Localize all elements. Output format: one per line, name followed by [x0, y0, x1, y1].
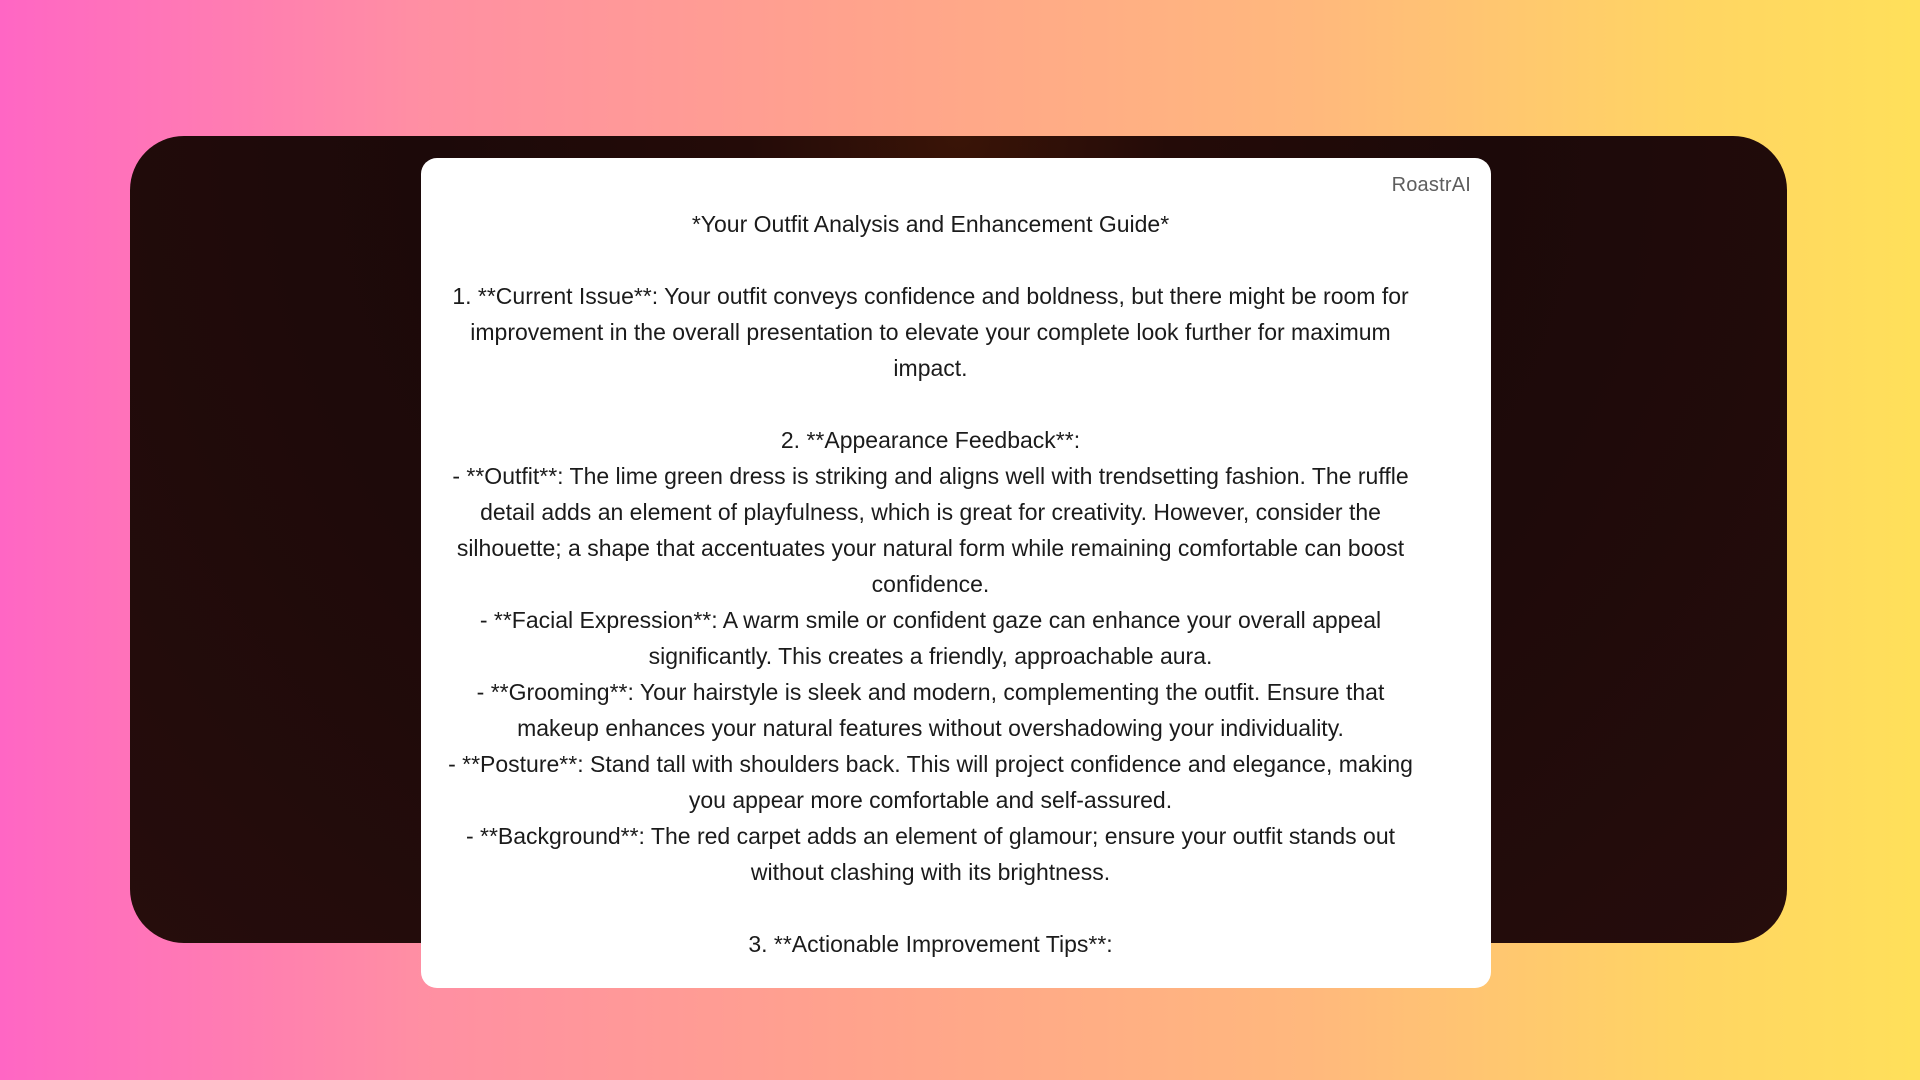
current-issue-paragraph: 1. **Current Issue**: Your outfit conveys confidence and boldness, but there might be room for improvement in the overall presentation to elevate your complete look further for maximum impact. [452, 283, 1416, 381]
feedback-grooming: - **Grooming**: Your hairstyle is sleek and modern, complementing the outfit. Ensure that makeup enhances your natural features without overshadowing your individuality. [476, 679, 1391, 741]
analysis-text [439, 206, 1422, 962]
spacer [439, 386, 1422, 422]
device-frame [130, 136, 1787, 957]
guide-title: *Your Outfit Analysis and Enhancement Guide* [691, 211, 1170, 237]
appearance-feedback-heading: 2. **Appearance Feedback**: [780, 427, 1081, 453]
brand-label: RoastrAI [1391, 174, 1471, 196]
spacer [439, 242, 1422, 278]
feedback-posture: - **Posture**: Stand tall with shoulders back. This will project confidence and elegance, making you appear more comfortable and self-assured. [448, 751, 1420, 813]
analysis-card[interactable] [421, 158, 1491, 988]
feedback-facial-expression: - **Facial Expression**: A warm smile or confident gaze can enhance your overall appeal significantly. This creates a friendly, approachable aura. [479, 607, 1388, 669]
feedback-background: - **Background**: The red carpet adds an element of glamour; ensure your outfit stands out without clashing with its brightness. [465, 823, 1402, 885]
feedback-outfit: - **Outfit**: The lime green dress is striking and aligns well with trendsetting fashion. The ruffle detail adds an element of playfulness, which is great for creativity. However, consider the silhouette; a shape that accentuates your natural form while remaining comfortable can boost confidence. [452, 463, 1416, 597]
spacer [439, 890, 1422, 926]
improvement-tips-heading: 3. **Actionable Improvement Tips**: [748, 931, 1113, 957]
